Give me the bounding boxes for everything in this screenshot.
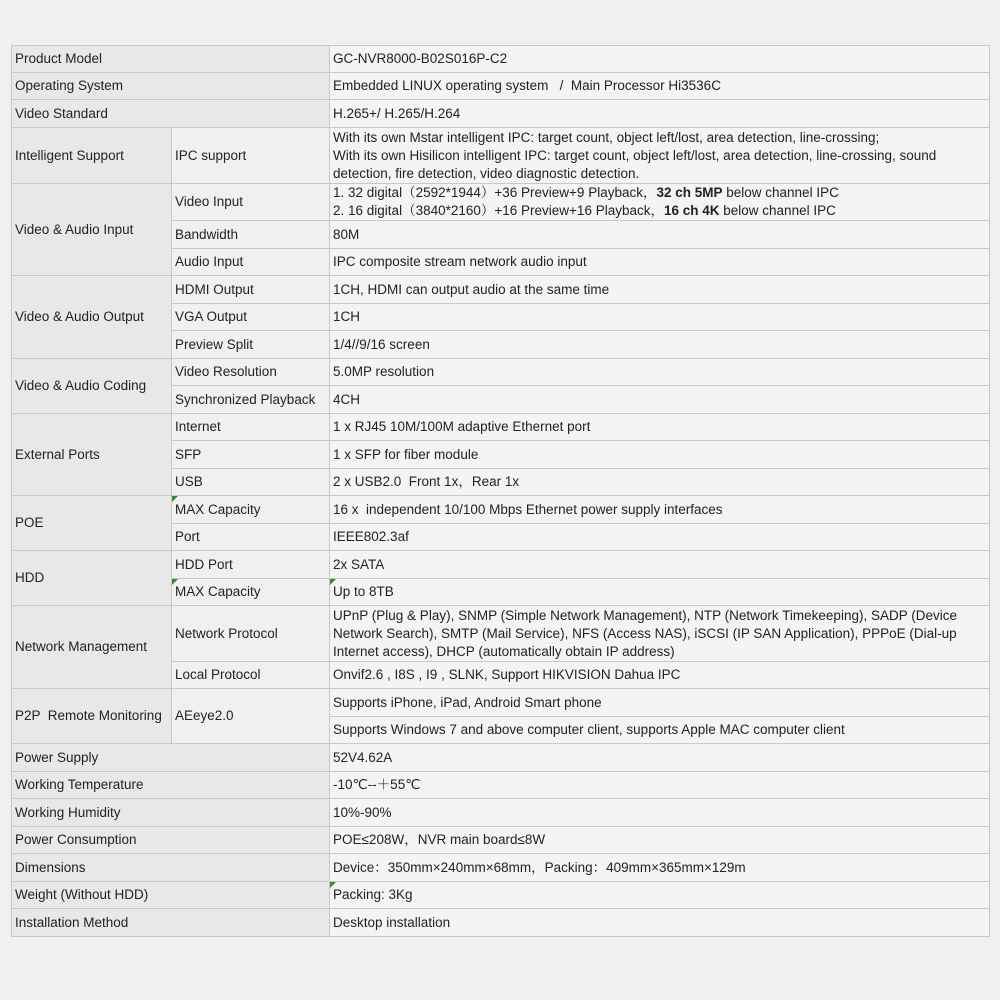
intelligent-line-2: With its own Hisilicon intelligent IPC: target count, object left/lost, area detection, line-crossing, sound bbox=[333, 147, 937, 163]
row-hdmi bbox=[12, 276, 990, 304]
value-os bbox=[330, 73, 990, 100]
value-poe-port: IEEE802.3af bbox=[330, 524, 990, 551]
sub-poe-port: Port bbox=[172, 524, 330, 551]
row-dimensions bbox=[12, 854, 990, 882]
sub-sfp: SFP bbox=[172, 441, 330, 469]
label-poe: POE bbox=[12, 496, 172, 551]
label-network-management: Network Management bbox=[12, 606, 172, 689]
row-intelligent bbox=[12, 128, 990, 184]
value-usb-text: 2 x USB2.0 Front 1x，Rear 1x bbox=[333, 474, 520, 489]
label-installation: Installation Method bbox=[12, 909, 330, 937]
sub-internet: Internet bbox=[172, 414, 330, 441]
row-poe-capacity bbox=[12, 496, 990, 524]
sub-hdd-max-capacity: MAX Capacity bbox=[172, 579, 330, 606]
value-video-resolution: 5.0MP resolution bbox=[330, 359, 990, 386]
value-sfp: 1 x SFP for fiber module bbox=[330, 441, 990, 469]
label-external-ports: External Ports bbox=[12, 414, 172, 496]
value-local-protocol: Onvif2.6 , I8S , I9 , SLNK, Support HIKVISION Dahua IPC bbox=[330, 662, 990, 689]
sub-usb: USB bbox=[172, 469, 330, 496]
sub-video-resolution: Video Resolution bbox=[172, 359, 330, 386]
value-hdd-port: 2x SATA bbox=[330, 551, 990, 579]
value-intelligent bbox=[330, 128, 990, 184]
value-usb bbox=[330, 469, 990, 496]
label-video-audio-input: Video & Audio Input bbox=[12, 184, 172, 276]
row-internet bbox=[12, 414, 990, 441]
value-weight: Packing: 3Kg bbox=[330, 882, 990, 909]
value-internet: 1 x RJ45 10M/100M adaptive Ethernet port bbox=[330, 414, 990, 441]
label-video-audio-output: Video & Audio Output bbox=[12, 276, 172, 359]
protocol-line-2: Network Search), SMTP (Mail Service), NFS (Access NAS), iSCSI (IP SAN Application), PPPoE (Dial-up bbox=[333, 625, 957, 641]
protocol-line-1: UPnP (Plug & Play), SNMP (Simple Network Management), NTP (Network Timekeeping), SADP (Device bbox=[333, 607, 957, 623]
row-video-resolution bbox=[12, 359, 990, 386]
video-input-line-2 bbox=[333, 202, 986, 220]
label-dimensions: Dimensions bbox=[12, 854, 330, 882]
sub-preview-split: Preview Split bbox=[172, 331, 330, 359]
row-hdd-port bbox=[12, 551, 990, 579]
row-network-protocol bbox=[12, 606, 990, 662]
vi2-a: 2. 16 digital（3840*2160）+16 Preview+16 Playback， bbox=[333, 203, 664, 218]
value-dimensions: Device：350mm×240mm×68mm，Packing：409mm×365mm×129m bbox=[330, 854, 990, 882]
protocol-line-3: Internet access), DHCP (automatically obtain IP address) bbox=[333, 643, 675, 659]
vi2-b: 16 ch 4K bbox=[663, 203, 720, 218]
sub-hdd-port: HDD Port bbox=[172, 551, 330, 579]
row-video-input bbox=[12, 184, 990, 221]
row-power-supply bbox=[12, 744, 990, 772]
value-humidity: 10%-90% bbox=[330, 799, 990, 827]
label-video-standard: Video Standard bbox=[12, 100, 330, 128]
value-vga-output: 1CH bbox=[330, 304, 990, 331]
row-consumption bbox=[12, 827, 990, 854]
value-sync-playback: 4CH bbox=[330, 386, 990, 414]
value-hdmi-output: 1CH, HDMI can output audio at the same time bbox=[330, 276, 990, 304]
sub-sync-playback: Synchronized Playback bbox=[172, 386, 330, 414]
row-temperature bbox=[12, 772, 990, 799]
video-input-line-1 bbox=[333, 184, 986, 202]
value-installation: Desktop installation bbox=[330, 909, 990, 937]
row-weight bbox=[12, 882, 990, 909]
value-consumption: POE≤208W，NVR main board≤8W bbox=[330, 827, 990, 854]
label-p2p bbox=[12, 689, 172, 744]
label-consumption: Power Consumption bbox=[12, 827, 330, 854]
label-intelligent: Intelligent Support bbox=[12, 128, 172, 184]
sub-hdmi-output: HDMI Output bbox=[172, 276, 330, 304]
value-p2p-mobile: Supports iPhone, iPad, Android Smart phone bbox=[330, 689, 990, 717]
value-hdd-max-capacity: Up to 8TB bbox=[330, 579, 990, 606]
label-weight: Weight (Without HDD) bbox=[12, 882, 330, 909]
sub-bandwidth: Bandwidth bbox=[172, 221, 330, 249]
row-p2p-1 bbox=[12, 689, 990, 717]
value-preview-split: 1/4//9/16 screen bbox=[330, 331, 990, 359]
row-video-standard bbox=[12, 100, 990, 128]
label-temperature: Working Temperature bbox=[12, 772, 330, 799]
value-bandwidth: 80M bbox=[330, 221, 990, 249]
sub-vga-output: VGA Output bbox=[172, 304, 330, 331]
sub-aeeye: AEeye2.0 bbox=[172, 689, 330, 744]
sub-video-input: Video Input bbox=[172, 184, 330, 221]
row-installation bbox=[12, 909, 990, 937]
sub-network-protocol: Network Protocol bbox=[172, 606, 330, 662]
label-os: Operating System bbox=[12, 73, 330, 100]
value-os-text: Embedded LINUX operating system / Main Processor Hi3536C bbox=[333, 78, 721, 93]
value-poe-cap-text: 16 x independent 10/100 Mbps Ethernet power supply interfaces bbox=[333, 501, 723, 517]
intelligent-line-3: detection, fire detection, video diagnostic detection. bbox=[333, 165, 640, 181]
row-product-model bbox=[12, 46, 990, 73]
value-network-protocol bbox=[330, 606, 990, 662]
label-product-model: Product Model bbox=[12, 46, 330, 73]
spec-table bbox=[11, 45, 990, 937]
vi1-a: 1. 32 digital（2592*1944）+36 Preview+9 Playback， bbox=[333, 185, 657, 200]
value-video-standard: H.265+/ H.265/H.264 bbox=[330, 100, 990, 128]
value-poe-max-capacity bbox=[330, 496, 990, 524]
intelligent-line-1: With its own Mstar intelligent IPC: target count, object left/lost, area detection, line-crossing; bbox=[333, 129, 880, 145]
row-os bbox=[12, 73, 990, 100]
sub-poe-max-capacity: MAX Capacity bbox=[172, 496, 330, 524]
value-video-input bbox=[330, 184, 990, 221]
label-power-supply: Power Supply bbox=[12, 744, 330, 772]
value-audio-input: IPC composite stream network audio input bbox=[330, 249, 990, 276]
row-humidity bbox=[12, 799, 990, 827]
sub-ipc-support: IPC support bbox=[172, 128, 330, 184]
value-temperature: -10℃--＋55℃ bbox=[330, 772, 990, 799]
sub-local-protocol: Local Protocol bbox=[172, 662, 330, 689]
vi1-b: 32 ch 5MP bbox=[656, 185, 723, 200]
vi1-c: below channel IPC bbox=[722, 185, 839, 200]
label-hdd: HDD bbox=[12, 551, 172, 606]
value-power-supply: 52V4.62A bbox=[330, 744, 990, 772]
label-p2p-text: P2P Remote Monitoring bbox=[15, 708, 162, 723]
value-p2p-desktop: Supports Windows 7 and above computer client, supports Apple MAC computer client bbox=[330, 717, 990, 744]
sub-audio-input: Audio Input bbox=[172, 249, 330, 276]
vi2-c: below channel IPC bbox=[719, 203, 836, 218]
label-humidity: Working Humidity bbox=[12, 799, 330, 827]
value-product-model: GC-NVR8000-B02S016P-C2 bbox=[330, 46, 990, 73]
label-coding: Video & Audio Coding bbox=[12, 359, 172, 414]
